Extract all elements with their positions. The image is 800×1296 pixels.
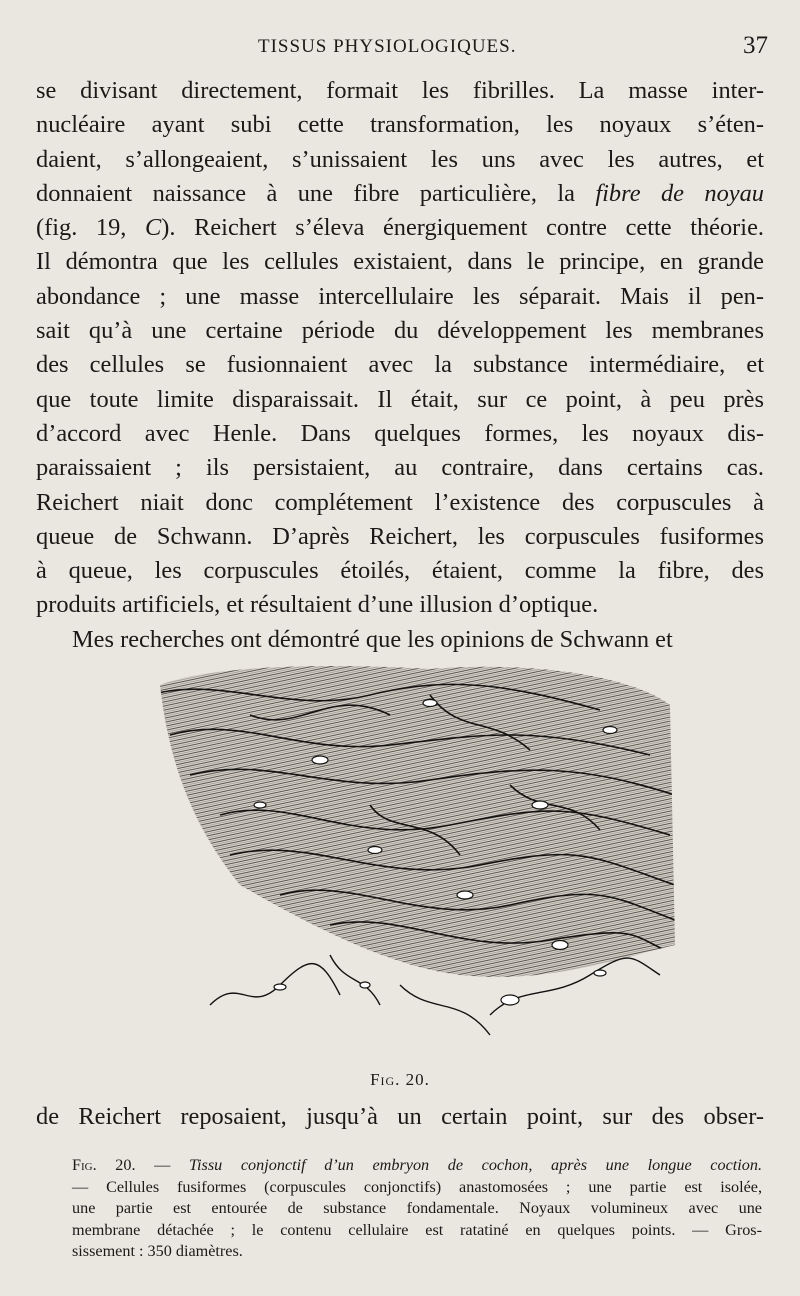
- continuation-line: [36, 1100, 764, 1134]
- text-fragment: ). Reichert s’éleva énergiquement contre cette théorie.: [161, 214, 765, 242]
- text-line: abondance ; une masse intercellulaire les séparait. Mais il pen-: [36, 282, 764, 310]
- text-line: [36, 177, 764, 211]
- text-line: queue de Schwann. D’après Reichert, les corpuscules fusiformes: [36, 522, 764, 550]
- text-line: à queue, les corpuscules étoilés, étaient, comme la fibre, des: [36, 557, 764, 585]
- figure-label: [0, 1070, 800, 1090]
- text-line: se divisant directement, formait les fibrilles. La masse inter-: [36, 77, 764, 104]
- italic-letter: C: [145, 214, 162, 242]
- legend-lead: Fig. 20.: [72, 1156, 136, 1174]
- text-fragment: (fig. 19,: [36, 214, 145, 242]
- running-title: TISSUS PHYSIOLOGIQUES.: [258, 36, 517, 57]
- text-line: [36, 211, 764, 245]
- text-line: de Reichert reposaient, jusqu’à un certain point, sur des obser-: [36, 1103, 764, 1130]
- text-line: nucléaire ayant subi cette transformation, les noyaux s’éten-: [36, 111, 764, 139]
- isolated-cell-nuclei: [274, 970, 606, 1005]
- text-line: Reichert niait donc complétement l’existence des corpuscules à: [36, 488, 764, 516]
- paragraph-start-line: Mes recherches ont démontré que les opinions de Schwann et: [72, 625, 673, 653]
- legend-line: [72, 1155, 762, 1177]
- legend-title: Tissu conjonctif d’un embryon de cochon, après une longue coction.: [188, 1156, 762, 1174]
- text-line: Il démontra que les cellules existaient, dans le principe, en grande: [36, 248, 764, 276]
- fundamental-substance: [160, 666, 675, 977]
- legend-dash: —: [135, 1156, 189, 1174]
- text-line: des cellules se fusionnaient avec la substance intermédiaire, et: [36, 351, 764, 379]
- italic-term: fibre de noyau: [595, 179, 764, 207]
- legend-line: sissement : 350 diamètres.: [72, 1242, 243, 1261]
- legend-line: une partie est entourée de substance fondamentale. Noyaux volumineux avec une: [72, 1199, 762, 1218]
- text-line: daient, s’allongeaient, s’unissaient les uns avec les autres, et: [36, 145, 764, 173]
- figure-illustration: [130, 655, 690, 1065]
- running-head: [0, 34, 800, 64]
- text-line: paraissaient ; ils persistaient, au contraire, dans certains cas.: [36, 454, 764, 482]
- text-fragment: donnaient naissance à une fibre particulière, la: [36, 179, 596, 207]
- text-line: sait qu’à une certaine période du développement les membranes: [36, 317, 764, 345]
- legend-line: membrane détachée ; le contenu cellulaire est ratatiné en quelques points. — Gros-: [72, 1220, 762, 1239]
- text-line: que toute limite disparaissait. Il était, sur ce point, à peu près: [36, 385, 764, 413]
- text-line: produits artificiels, et résultaient d’une illusion d’optique.: [36, 591, 599, 619]
- text-line: d’accord avec Henle. Dans quelques formes, les noyaux dis-: [36, 419, 764, 447]
- engraving-connective-tissue: [130, 655, 690, 1065]
- page-number: 37: [743, 32, 768, 59]
- figure-number: Fig. 20.: [370, 1070, 430, 1089]
- figure-legend: [72, 1155, 762, 1263]
- legend-line: — Cellules fusiformes (corpuscules conjonctifs) anastomosées ; une partie est isolée,: [72, 1177, 762, 1196]
- body-text: [36, 74, 764, 657]
